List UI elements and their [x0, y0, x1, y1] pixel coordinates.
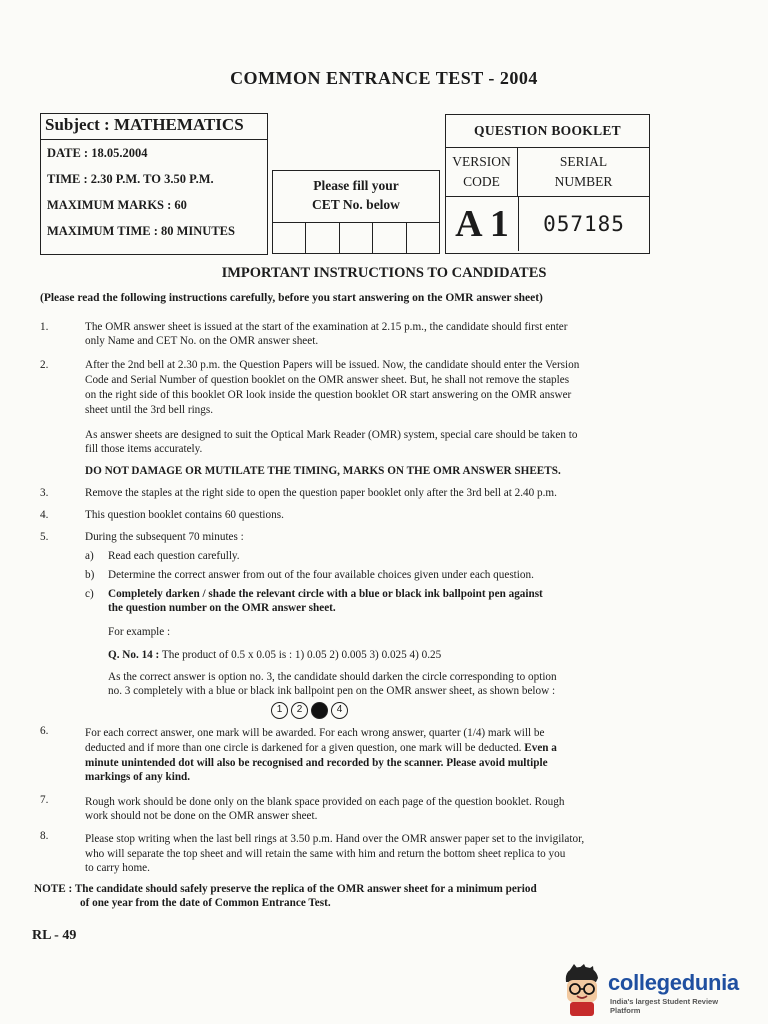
sub-item-letter: b) — [85, 569, 95, 581]
item-number: 7. — [40, 794, 49, 806]
item-number: 6. — [40, 725, 49, 737]
example-label: For example : — [108, 626, 171, 638]
cet-instruction-line-2: CET No. below — [312, 197, 400, 212]
instruction-text: Read each question carefully. — [108, 550, 240, 562]
version-code-value: A 1 — [446, 197, 519, 251]
note-text: of one year from the date of Common Entrance Test. — [80, 897, 331, 909]
item-number: 8. — [40, 830, 49, 842]
item-number: 3. — [40, 487, 49, 499]
instruction-text: no. 3 completely with a blue or black ink ballpoint pen on the OMR answer sheet, as shown below : — [108, 685, 556, 697]
note-text: NOTE : The candidate should safely preserve the replica of the OMR answer sheet for a minimum period — [34, 883, 537, 895]
cet-digit-cell[interactable] — [340, 223, 373, 253]
instruction-text: fill those items accurately. — [85, 443, 203, 455]
maximum-marks: MAXIMUM MARKS : 60 — [47, 198, 187, 212]
item-number: 5. — [40, 531, 49, 543]
instruction-text: Remove the staples at the right side to open the question paper booklet only after the 3rd bell at 2.40 p.m. — [85, 487, 557, 499]
instruction-text: markings of any kind. — [85, 771, 191, 783]
serial-number-label — [518, 148, 649, 196]
subject-box — [40, 113, 268, 255]
instruction-text: the question number on the OMR answer sheet. — [108, 602, 336, 614]
cet-digit-cell[interactable] — [273, 223, 306, 253]
instruction-text: Completely darken / shade the relevant circle with a blue or black ink ballpoint pen against — [108, 588, 543, 600]
item-number: 2. — [40, 359, 49, 371]
question-booklet-box — [445, 114, 650, 254]
logo-wordmark: collegedunia — [608, 970, 739, 995]
instruction-text: After the 2nd bell at 2.30 p.m. the Question Papers will be issued. Now, the candidate should enter the Version — [85, 359, 580, 371]
version-label-line-1: VERSION — [452, 154, 511, 169]
instruction-text: Rough work should be done only on the blank space provided on each page of the question booklet. Rough — [85, 796, 565, 808]
sub-item-letter: c) — [85, 588, 94, 600]
instruction-text: Please stop writing when the last bell rings at 3.50 p.m. Hand over the OMR answer paper set to the invigilator, — [85, 833, 585, 845]
item-number: 1. — [40, 321, 49, 333]
logo-tagline: India's largest Student Review Platform — [610, 997, 719, 1015]
omr-bubbles-example — [271, 702, 348, 719]
instructions-heading: IMPORTANT INSTRUCTIONS TO CANDIDATES — [221, 265, 547, 281]
cet-number-box — [272, 170, 440, 254]
sub-item-letter: a) — [85, 550, 94, 562]
instruction-text: who will separate the top sheet and will retain the same with him and return the bottom sheet replica to you — [85, 848, 566, 860]
instruction-text: Code and Serial Number of question booklet on the OMR answer sheet. But, he shall not remove the staples — [85, 374, 570, 386]
cet-digit-cell[interactable] — [407, 223, 439, 253]
question-number: Q. No. 14 : — [108, 649, 160, 661]
cet-digit-cell[interactable] — [373, 223, 406, 253]
serial-label-line-1: SERIAL — [559, 154, 608, 169]
omr-bubble: 1 — [271, 702, 288, 719]
instruction-text: minute unintended dot will also be recognised and recorded by the scanner. Please avoid multiple — [85, 757, 548, 769]
booklet-heading: QUESTION BOOKLET — [446, 115, 649, 148]
instruction-text: deducted and if more than one circle is darkened for a given question, one mark will be deducted. — [85, 742, 522, 754]
instruction-text-bold: Even a — [524, 742, 557, 754]
instruction-text: This question booklet contains 60 questions. — [85, 509, 284, 521]
instruction-text: For each correct answer, one mark will be awarded. For each wrong answer, quarter (1/4) mark will be — [85, 727, 545, 739]
serial-number-value: 057185 — [543, 212, 625, 236]
cet-instruction-line-1: Please fill your — [313, 178, 399, 193]
page-title: COMMON ENTRANCE TEST - 2004 — [230, 68, 538, 88]
instruction-text: sheet until the 3rd bell rings. — [85, 404, 214, 416]
omr-bubble-filled — [311, 702, 328, 719]
omr-bubble: 2 — [291, 702, 308, 719]
exam-date: DATE : 18.05.2004 — [47, 146, 148, 160]
subject-heading: Subject : MATHEMATICS — [41, 114, 267, 140]
mascot-icon — [560, 964, 604, 1016]
version-code-label — [446, 148, 518, 196]
cet-digit-cell[interactable] — [306, 223, 339, 253]
item-number: 4. — [40, 509, 49, 521]
maximum-time: MAXIMUM TIME : 80 MINUTES — [47, 224, 235, 238]
question-text: The product of 0.5 x 0.05 is : 1) 0.05 2) 0.005 3) 0.025 4) 0.25 — [161, 649, 442, 661]
instruction-text: During the subsequent 70 minutes : — [85, 531, 244, 543]
instruction-text: work should not be done on the OMR answer sheet. — [85, 810, 318, 822]
instructions-subheading: (Please read the following instructions carefully, before you start answering on the OMR answer sheet) — [40, 292, 543, 304]
instruction-text: As answer sheets are designed to suit the Optical Mark Reader (OMR) system, special care should be taken to — [85, 429, 578, 441]
serial-label-line-2: NUMBER — [554, 174, 613, 189]
instruction-text: As the correct answer is option no. 3, the candidate should darken the circle corresponding to option — [108, 671, 557, 683]
collegedunia-logo[interactable] — [560, 964, 740, 1016]
omr-bubble: 4 — [331, 702, 348, 719]
instruction-text: The OMR answer sheet is issued at the start of the examination at 2.15 p.m., the candidate should first enter — [85, 321, 568, 333]
exam-time: TIME : 2.30 P.M. TO 3.50 P.M. — [47, 172, 214, 186]
instruction-text: on the right side of this booklet OR look inside the question booklet OR start answering on the OMR answer — [85, 389, 572, 401]
document-id: RL - 49 — [32, 928, 77, 943]
instruction-text: only Name and CET No. on the OMR answer sheet. — [85, 335, 319, 347]
warning-text: DO NOT DAMAGE OR MUTILATE THE TIMING, MARKS ON THE OMR ANSWER SHEETS. — [85, 465, 561, 477]
version-label-line-2: CODE — [463, 174, 500, 189]
instruction-text: Determine the correct answer from out of the four available choices given under each question. — [108, 569, 534, 581]
instruction-text: to carry home. — [85, 862, 150, 874]
